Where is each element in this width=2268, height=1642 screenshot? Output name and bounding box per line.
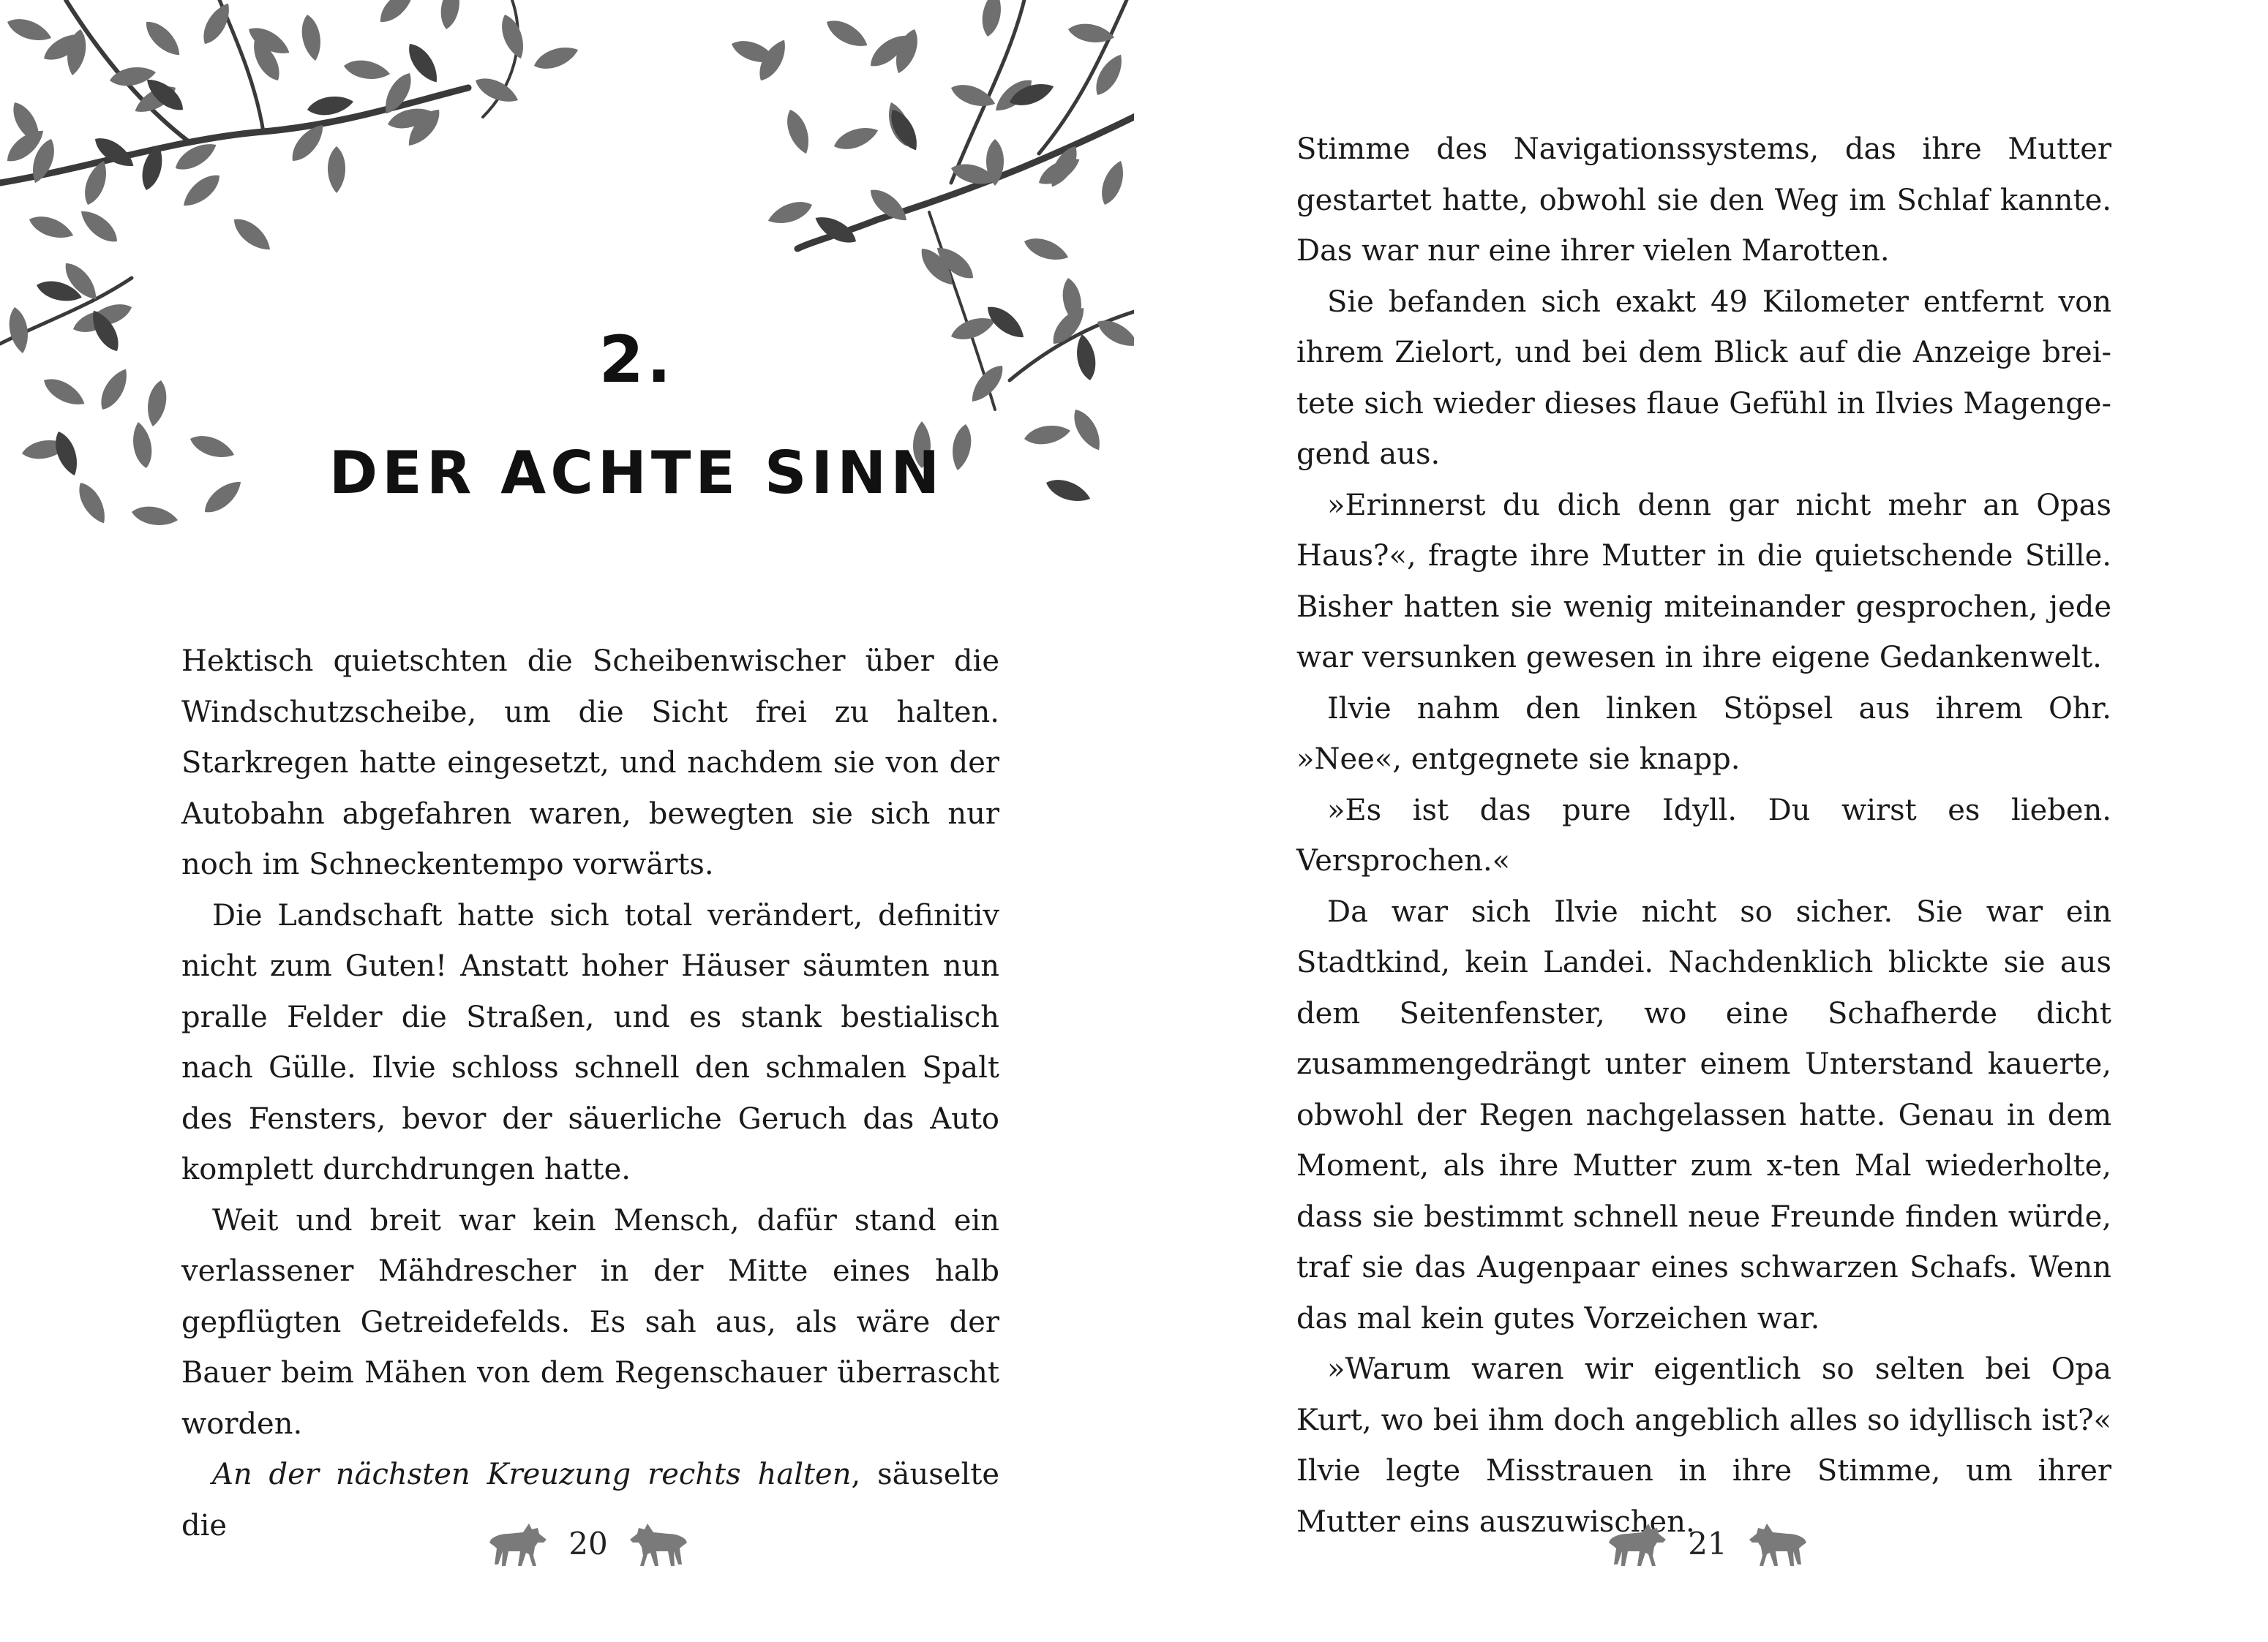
right-page <box>1134 0 2268 1642</box>
wolf-icon <box>1606 1518 1669 1569</box>
wolf-icon <box>627 1518 690 1569</box>
chapter-number: 2. <box>598 322 675 397</box>
paragraph: Ilvie nahm den linken Stöpsel aus ihrem Ohr. »Nee«, entgegnete sie knapp. <box>1296 691 2111 776</box>
wolf-icon <box>487 1518 549 1569</box>
paragraph: Weit und breit war kein Mensch, dafür stand ein verlassener Mähdrescher in der Mitte eines halb gepflügten Getreidefelds. Es sah aus, als wäre der Bauer beim Mähen von dem Regenschauer überrascht worden. <box>181 1203 999 1441</box>
paragraph: »Erinnerst du dich denn gar nicht mehr an Opas Haus?«, fragte ihre Mutter in die quietschende Stille. Bisher hatten sie wenig miteinander gesprochen, jede war versunken gewesen in ihre eigene Gedankenwelt. <box>1296 488 2111 674</box>
wolf-icon <box>1746 1518 1809 1569</box>
left-page-body <box>181 636 999 1551</box>
paragraph: Hektisch quietschten die Scheibenwischer über die Windschutzscheibe, um die Sicht frei zu halten. Starkregen hatte eingesetzt, und nachdem sie von der Autobahn abgefahren waren, bewegten sie sich nur noch im Schneckentempo vorwärts. <box>181 644 999 881</box>
paragraph: Die Landschaft hatte sich total verändert, definitiv nicht zum Guten! Anstatt hoher Häuser säumten nun pralle Felder die Straßen, und es stank bestialisch nach Gülle. Ilvie schloss schnell den schmalen Spalt des Fensters, bevor der säuerliche Geruch das Auto komplett durchdrungen hatte. <box>181 898 999 1186</box>
paragraph: Da war sich Ilvie nicht so sicher. Sie war ein Stadtkind, kein Landei. Nachdenklich blickte sie aus dem Seitenfenster, wo eine Schafherde dicht zusammengedrängt unter einem Unterstand kauerte, obwohl der Regen nachgelassen hatte. Genau in dem Moment, als ihre Mutter zum x-ten Mal wiederholte, dass sie bestimmt schnell neue Freunde finden würde, traf sie das Augenpaar eines schwarzen Schafs. Wenn das mal kein gutes Vorzeichen war. <box>1296 895 2111 1336</box>
right-page-body <box>1296 124 2111 1548</box>
page-number: 21 <box>1688 1525 1727 1562</box>
paragraph-tail: , säuselte die <box>181 1458 999 1543</box>
navigation-voice-quote: An der nächsten Kreuzung rechts halten <box>212 1458 852 1491</box>
chapter-title: DER ACHTE SINN <box>328 439 945 507</box>
left-page-folio <box>442 1510 735 1576</box>
paragraph: Sie befanden sich exakt 49 Kilometer entfernt von ihrem Zielort, und bei dem Blick auf die Anzeige breitete sich wieder dieses flaue Gefühl in Ilvies Magengegend aus. <box>1296 285 2111 471</box>
page-number: 20 <box>568 1525 608 1562</box>
paragraph: »Es ist das pure Idyll. Du wirst es lieben. Versprochen.« <box>1296 793 2111 878</box>
right-page-folio <box>1561 1510 1854 1576</box>
paragraph-continuation: Stimme des Navigationssystems, das ihre Mutter gestartet hatte, obwohl sie den Weg im Schlaf kannte. Das war nur eine ihrer vielen Marotten. <box>1296 132 2111 268</box>
paragraph: »Warum waren wir eigentlich so selten bei Opa Kurt, wo bei ihm doch angeblich alles so idyllisch ist?« Ilvie legte Misstrauen in ihre Stimme, um ihrer Mutter eins auszuwischen. <box>1296 1352 2111 1539</box>
